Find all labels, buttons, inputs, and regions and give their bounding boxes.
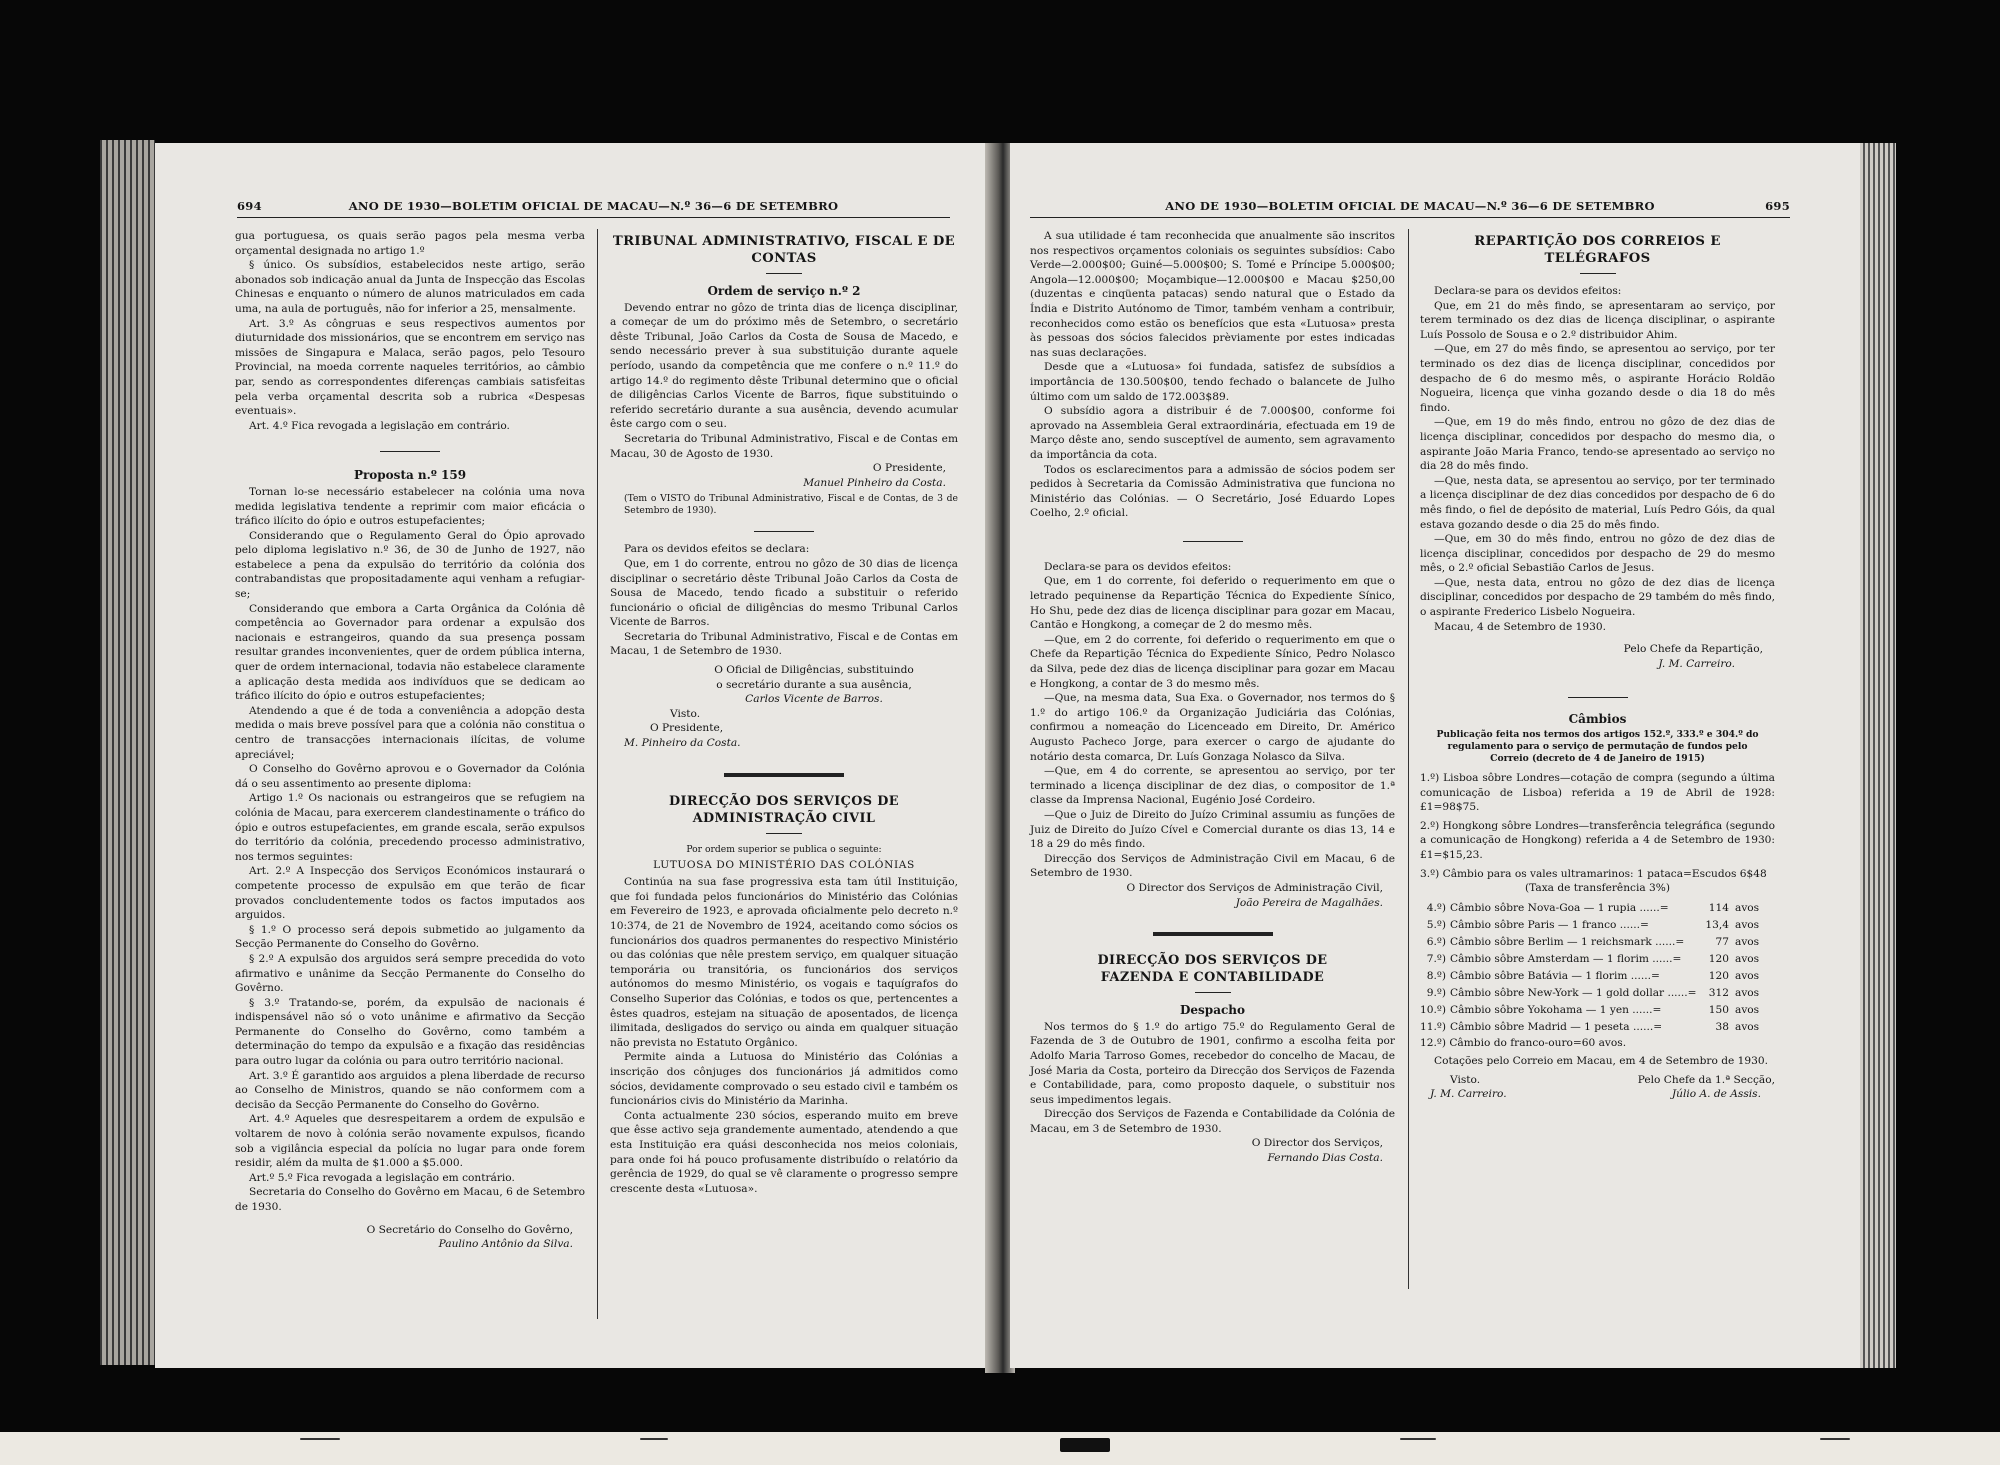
ink-mark (640, 1438, 668, 1440)
paragraph: Devendo entrar no gôzo de trinta dias de licença disciplinar, a começar de um do próximo mês de Setembro, o secretário dêste Tribunal, João Carlos da Costa de Sousa de Macedo, e sendo necessário prever à sua substituição durante aquele período, usando da competência que me confere o n.º 11.º do artigo 14.º do regimento dêste Tribunal determino que o oficial de diligências Carlos Vicente de Barros, fique substituindo o referido secretário durante a sua ausência, devendo acumular êste cargo com o seu. (610, 301, 958, 431)
right-running-head (1030, 199, 1790, 218)
cambio-entry: 2.º) Hongkong sôbre Londres—transferência telegráfica (segundo a comunicação de Hongkong) referida a 4 de Setembro de 1930: £1=$15,23. (1420, 819, 1775, 861)
bottom-scan-strip (0, 1432, 2000, 1465)
paragraph: Que, em 1 do corrente, entrou no gôzo de 30 dias de licença disciplinar o secretário dêste Tribunal João Carlos da Costa de Sousa de Macedo, tendo ficado a substituir o referido funcionário o oficial de diligências do mesmo Tribunal Carlos Vicente de Barros. (610, 557, 958, 629)
paragraph: § 2.º A expulsão dos arguidos será sempre precedida do voto afirmativo e unânime da Secção Permanente do Conselho do Govêrno. (235, 952, 585, 995)
paragraph: —Que, em 4 do corrente, se apresentou ao serviço, por ter terminado a licença disciplinar de dez dias, o compositor de 1.ª classe da Imprensa Nacional, Eugénio José Cordeiro. (1030, 765, 1395, 807)
paragraph: O subsídio agora a distribuir é de 7.000$00, conforme foi aprovado na Assembleia Geral extraordinária, efectuada em 19 de Março dêste ano, sendo susceptível de aumento, sem agravamento da importância da cota. (1030, 405, 1395, 461)
paragraph: Nos termos do § 1.º do artigo 75.º do Regulamento Geral de Fazenda de 3 de Outubro de 1901, confirmo a escolha feita por Adolfo Maria Tarroso Gomes, recebedor do concelho de Macau, de José Maria da Costa, porteiro da Direcção dos Serviços de Fazenda e Contabilidade, para, como proposto daquele, o substituir nos seus impedimentos legais. (1030, 1020, 1395, 1106)
paragraph: O Conselho do Govêrno aprovou e o Governador da Colónia dá o seu assentimento ao presente diploma: (235, 763, 585, 790)
cambios-title: Câmbios (1568, 712, 1627, 727)
paragraph: Macau, 4 de Setembro de 1930. (1434, 620, 1606, 633)
divider (380, 451, 440, 452)
left-page-number: 694 (237, 199, 262, 213)
cambio-entry: 3.º) Câmbio para os vales ultramarinos: 1 pataca=Escudos 6$48 (1420, 867, 1767, 880)
paragraph: Art. 4.º Fica revogada a legislação em contrário. (249, 419, 510, 432)
order-note: Por ordem superior se publica o seguinte: (686, 843, 882, 855)
visto-role: O Presidente, (650, 722, 724, 735)
cambio-cell: 7.º) (1426, 952, 1446, 965)
cambio-cell: 6.º) (1426, 935, 1446, 948)
paragraph: Secretaria do Tribunal Administrativo, Fiscal e de Contas em Macau, 30 de Agosto de 1930. (610, 432, 958, 460)
paragraph: § 1.º O processo será depois submetido ao julgamento da Secção Permanente do Conselho do Govêrno. (235, 923, 585, 951)
signature-role: Pelo Chefe da Repartição, (1623, 643, 1763, 656)
cambio-cell: 5.º) (1426, 918, 1446, 931)
cambio-cell: 9.º) (1426, 986, 1446, 999)
cambio-cell: avos (1735, 918, 1760, 931)
cambio-cell: Câmbio sôbre Yokohama — 1 yen ......= (1450, 1003, 1662, 1016)
paragraph: § único. Os subsídios, estabelecidos neste artigo, serão abonados sob indicação anual da Junta de Inspecção das Escolas Chinesas e enquanto o número de alunos matriculados em cada uma, na aula de português, não for inferior a 25, mensalmente. (235, 259, 585, 315)
signature-role: Pelo Chefe da 1.ª Secção, (1637, 1073, 1775, 1086)
right-page-edges (1858, 143, 1896, 1368)
signature-role: O Presidente, (872, 462, 946, 475)
signature-name: Fernando Dias Costa. (1267, 1152, 1383, 1165)
cambio-cell: avos (1735, 1003, 1760, 1016)
cambio-cell: 10.º) (1420, 1003, 1446, 1016)
visto-name: M. Pinheiro da Costa. (624, 737, 741, 750)
paragraph: Todos os esclarecimentos para a admissão de sócios podem ser pedidos à Secretaria da Comissão Administrativa que funciona no Ministério das Colónias. — O Secretário, José Eduardo Lopes Coelho, 2.º oficial. (1030, 463, 1395, 520)
cambio-row (1420, 917, 1775, 934)
paragraph: Declara-se para os devidos efeitos: (1434, 285, 1622, 297)
cambio-cell: 11.º) (1420, 1020, 1446, 1033)
signature-name: Carlos Vicente de Barros. (745, 693, 883, 706)
paragraph: Cotações pelo Correio em Macau, em 4 de Setembro de 1930. (1434, 1055, 1768, 1068)
cambio-note: (Taxa de transferência 3%) (1525, 882, 1670, 895)
paragraph: —Que, na mesma data, Sua Exa. o Governador, nos termos do § 1.º do artigo 106.º da Organização Judiciária das Colónias, confirmou a nomeação do Licenceado em Direito, Dr. Américo Augusto Pacheco Jorge, para exercer o cargo de ajudante do notário desta comarca, Dr. Luís Gonzaga Nolasco da Silva. (1030, 692, 1395, 763)
paragraph: A sua utilidade é tam reconhecida que anualmente são inscritos nos respectivos orçamentos coloniais os seguintes subsídios: Cabo Verde—2.000$00; Guiné—5.000$00; S. Tomé e Príncipe 5.000$00; Angola—12.000$00; Moçambique—12.000$00 e Macau $250,00 (duzentas e cinqüenta patacas) sendo natural que o Estado da Índia e Distrito Autónomo de Timor, também venham a contribuir, reconhecidos como estão os benefícios que esta «Lutuosa» presta às pessoas dos sócios falecidos prèviamente por estes indicadas nas suas declarações. (1030, 230, 1395, 359)
paragraph: —Que, em 2 do corrente, foi deferido o requerimento em que o Chefe da Repartição Técnica do Expediente Sínico, Pedro Nolasco da Silva, pede dez dias de licença disciplinar para gozar em Macau e Hongkong, a contar de 3 do mesmo mês. (1030, 633, 1395, 690)
paragraph: Art.º 5.º Fica revogada a legislação em contrário. (249, 1171, 515, 1184)
cambio-cell: 77 (1715, 935, 1729, 948)
cambio-cell: avos (1735, 935, 1760, 948)
paragraph: —Que o Juiz de Direito do Juízo Criminal assumiu as funções de Juiz de Direito do Juízo Cível e Comercial durante os dias 13, 14 e 18 a 29 do mês findo. (1030, 808, 1395, 851)
paragraph: Art. 3.º As côngruas e seus respectivos aumentos por diuturnidade dos missionários, que se encontrem em serviço nas missões de Singapura e Malaca, serão pagos, pelo Tesouro Provincial, na moeda corrente naqueles territórios, ao câmbio par, sendo as correspondentes diferenças cambiais satisfeitas pela verba orçamental descrita sob a rubrica «Despesas eventuais». (235, 317, 585, 418)
paragraph: Art. 2.º A Inspecção dos Serviços Económicos instaurará o competente processo de expulsão em que terão de ficar provados concludentemente todos os factos imputados aos arguidos. (235, 865, 585, 922)
cambio-cell: 8.º) (1426, 969, 1446, 982)
column-rule (597, 229, 598, 1319)
cambio-cell: avos (1735, 969, 1760, 982)
cambio-row (1420, 1002, 1775, 1019)
divider (1183, 541, 1243, 542)
cambio-cell: Câmbio sôbre Paris — 1 franco ......= (1450, 918, 1649, 931)
cambio-cell: 114 (1708, 901, 1729, 914)
cambio-cell: 38 (1715, 1020, 1729, 1033)
cambio-cell: avos (1735, 901, 1760, 914)
section-divider (724, 773, 844, 777)
cambio-cell: Câmbio sôbre Batávia — 1 florim ......= (1450, 969, 1660, 982)
visto-label: Visto. (1450, 1073, 1481, 1086)
left-col-1 (235, 229, 585, 1252)
despacho-title: Despacho (1180, 1003, 1245, 1018)
paragraph: gua portuguesa, os quais serão pagos pela mesma verba orçamental designada no artigo 1.º (235, 230, 585, 257)
signature-role: O Director dos Serviços de Administração Civil, (1126, 881, 1383, 894)
signature-role: O Secretário do Conselho do Govêrno, (366, 1223, 573, 1236)
right-page-number: 695 (1765, 199, 1790, 213)
paragraph: Art. 4.º Aqueles que desrespeitarem a ordem de expulsão e voltarem de novo à colónia serão novamente expulsos, ficando sob a vigilância especial da polícia no lugar para onde forem residir, além da multa de $1.000 a $5.000. (235, 1113, 585, 1170)
ink-mark (300, 1438, 340, 1440)
cambio-cell: 4.º) (1426, 901, 1446, 914)
divider (766, 833, 802, 834)
paragraph: Conta actualmente 230 sócios, esperando muito em breve que êsse activo seja grandemente aumentado, atendendo a que esta Instituição era quási desconhecida nos meios coloniais, para onde foi há pouco profusamente distribuído o relatório da gerência de 1929, do qual se vê claramente o progresso sempre crescente desta «Lutuosa». (610, 1109, 958, 1195)
section-heading: TRIBUNAL ADMINISTRATIVO, FISCAL E DE CONTAS (612, 234, 956, 266)
left-running-title: ANO DE 1930—BOLETIM OFICIAL DE MACAU—N.º 36—6 DE SETEMBRO (348, 199, 839, 213)
proposta-title: Proposta n.º 159 (353, 468, 467, 483)
cambio-row (1420, 985, 1775, 1002)
cambio-cell: avos (1735, 1020, 1760, 1033)
paragraph: Considerando que o Regulamento Geral do Ópio aprovado pelo diploma legislativo n.º 36, de 30 de Junho de 1927, não estabelece a pena da expulsão do território da colónia dos contrabandistas que propositadamente aqui venham a refugiar-se; (235, 529, 585, 601)
cambio-cell: 312 (1708, 986, 1729, 999)
left-page (155, 143, 990, 1368)
column-rule (1408, 229, 1409, 1289)
divider (1568, 697, 1628, 698)
signature-role: O Director dos Serviços, (1251, 1137, 1383, 1150)
cambio-table (1420, 900, 1775, 1036)
order-title: Ordem de serviço n.º 2 (707, 284, 861, 298)
paragraph: Que, em 21 do mês findo, se apresentaram ao serviço, por terem terminado os dez dias de licença disciplinar, o aspirante Luís Possolo de Sousa e o 2.º distribuidor Ahim. (1420, 299, 1775, 341)
paragraph: —Que, em 30 do mês findo, entrou no gôzo de dez dias de licença disciplinar, concedidos por despacho de 29 do mesmo mês, o 2.º oficial Sebastião Carlos de Jesus. (1420, 533, 1775, 575)
lutuosa-title: LUTUOSA DO MINISTÉRIO DAS COLÓNIAS (653, 858, 915, 871)
paragraph: Direcção dos Serviços de Fazenda e Contabilidade da Colónia de Macau, em 3 de Setembro de 1930. (1030, 1108, 1395, 1135)
paragraph: —Que, nesta data, entrou no gôzo de dez dias de licença disciplinar, concedidos por despacho de 29 também do mês findo, o aspirante Frederico Lisbelo Nogueira. (1420, 576, 1775, 619)
paragraph: Declara-se para os devidos efeitos: (1044, 560, 1232, 573)
signature-name: J. M. Carreiro. (1658, 657, 1735, 670)
right-page (1010, 143, 1860, 1368)
right-running-title: ANO DE 1930—BOLETIM OFICIAL DE MACAU—N.º 36—6 DE SETEMBRO (1165, 199, 1655, 213)
cambio-cell: avos (1735, 952, 1760, 965)
cambio-entry: 1.º) Lisboa sôbre Londres—cotação de compra (segundo a última comunicação de Lisboa) referida a 19 de Abril de 1928: £1=98$75. (1420, 772, 1775, 814)
paragraph: Direcção dos Serviços de Administração Civil em Macau, 6 de Setembro de 1930. (1030, 852, 1395, 880)
signature-role: o secretário durante a sua ausência, (716, 678, 912, 691)
cambio-cell: Câmbio sôbre Madrid — 1 peseta ......= (1450, 1020, 1663, 1033)
right-col-1 (1030, 229, 1395, 1166)
cambio-cell: 13,4 (1705, 918, 1729, 931)
cambio-cell: 120 (1708, 969, 1729, 982)
paragraph: Permite ainda a Lutuosa do Ministério das Colónias a inscrição dos cônjuges dos funcionários já admitidos como sócios, devidamente comprovado o seu estado civil e também os funcionários civis do Ministério da Marinha. (610, 1051, 958, 1108)
paragraph: Tornan lo-se necessário estabelecer na colónia uma nova medida legislativa tendente a reprimir com maior eficácia o tráfico ilícito do ópio e outros estupefacientes; (235, 485, 585, 528)
paragraph: —Que, em 19 do mês findo, entrou no gôzo de dez dias de licença disciplinar, concedidos por despacho do mesmo dia, o aspirante João Maria Franco, tendo-se apresentado ao serviço no dia 28 do mês findo. (1420, 416, 1775, 473)
cambios-note: Publicação feita nos termos dos artigos 152.º, 333.º e 304.º do regulamento para o serviço de permutação de fundos pelo Correio (decreto de 4 de Janeiro de 1915) (1436, 729, 1759, 765)
visto-name: J. M. Carreiro. (1430, 1087, 1507, 1100)
signature-name: Manuel Pinheiro da Costa. (803, 476, 946, 489)
paragraph: —Que, em 27 do mês findo, se apresentou ao serviço, por ter terminado os dez dias de licença disciplinar, concedidos por despacho de 6 do mesmo mês, o aspirante Horácio Roldão Nogueira, licença que vinha gozando desde o dia 18 do mês findo. (1420, 343, 1775, 414)
signature-name: Júlio A. de Assis. (1671, 1087, 1761, 1100)
visto-label: Visto. (670, 707, 701, 720)
cambio-cell: 120 (1708, 952, 1729, 965)
section-heading: DIRECÇÃO DOS SERVIÇOS DE ADMINISTRAÇÃO CIVIL (669, 793, 899, 826)
cambio-row (1420, 900, 1775, 917)
ink-mark (1400, 1438, 1436, 1440)
paragraph: Que, em 1 do corrente, foi deferido o requerimento em que o letrado pequinense da Repartição Técnica do Expediente Sínico, Ho Shu, pede dez dias de licença disciplinar para gozar em Macau, Cantão e Hongkong, a começar de 2 do mesmo mês. (1030, 575, 1395, 632)
cambio-cell: 150 (1708, 1003, 1729, 1016)
cambio-row (1420, 1019, 1775, 1036)
cambio-cell: Câmbio sôbre Berlim — 1 reichsmark ......= (1450, 935, 1685, 948)
paragraph: Artigo 1.º Os nacionais ou estrangeiros que se refugiem na colónia de Macau, para exercerem clandestinamente o tráfico do ópio e outros estupefacientes, em grande escala, serão expulsos do território da colónia, precedendo processo administrativo, nos termos seguintes: (235, 792, 585, 863)
divider (1580, 273, 1616, 274)
paragraph: Continúa na sua fase progressiva esta tam útil Instituição, que foi fundada pelos funcionários do Ministério das Colónias em Fevereiro de 1923, e aprovada oficialmente pelo decreto n.º 10:374, de 21 de Novembro de 1924, aceitando como sócios os funcionários dos quadros permanentes do respectivo Ministério ou das colónias que nêle prestem serviço, em qualquer situação temporária ou transitória, os funcionários dos serviços autónomos do mesmo Ministério, os vogais e taquígrafos do Conselho Superior das Colónias, e todos os que, pertencentes a êstes quadros, estejam na situação de aposentados, de licença ilimitada, desligados do serviço ou ainda em qualquer situação não prevista no Estatuto Orgânico. (610, 876, 958, 1049)
paragraph: Secretaria do Tribunal Administrativo, Fiscal e de Contas em Macau, 1 de Setembro de 1930. (610, 630, 958, 658)
left-running-head (237, 199, 950, 218)
divider (1195, 992, 1231, 993)
divider (754, 531, 814, 532)
cambio-row (1420, 934, 1775, 951)
paragraph: Art. 3.º É garantido aos arguidos a plena liberdade de recurso ao Conselho de Ministros, quando se não conformem com a decisão da Secção Permanente do Conselho do Govêrno. (235, 1069, 585, 1111)
signature-name: Paulino Antônio da Silva. (438, 1238, 573, 1251)
section-heading: DIRECÇÃO DOS SERVIÇOS DE FAZENDA E CONTABILIDADE (1097, 953, 1328, 986)
paragraph: Para os devidos efeitos se declara: (624, 543, 810, 556)
ink-mark (1820, 1438, 1850, 1440)
paragraph: —Que, nesta data, se apresentou ao serviço, por ter terminado a licença disciplinar de dez dias concedidos por despacho de 6 do mês findo, o fiel de depósito de material, Luís Pedro Góis, da qual estava gozando desde o dia 25 do mês findo. (1420, 474, 1775, 531)
divider (766, 273, 802, 274)
visto-note: (Tem o VISTO do Tribunal Administrativo, Fiscal e de Contas, de 3 de Setembro de 1930). (624, 493, 958, 517)
cambio-cell: Câmbio sôbre New-York — 1 gold dollar ......= (1450, 986, 1697, 999)
cambio-row (1420, 968, 1775, 985)
paragraph: Secretaria do Conselho do Govêrno em Macau, 6 de Setembro de 1930. (235, 1186, 585, 1213)
section-divider (1153, 932, 1273, 936)
cambio-cell: Câmbio sôbre Amsterdam — 1 florim ......= (1450, 952, 1682, 965)
left-page-edges (100, 140, 155, 1365)
cambio-cell: Câmbio sôbre Nova-Goa — 1 rupia ......= (1450, 901, 1669, 914)
cambio-entry: 12.º) Câmbio do franco-ouro=60 avos. (1420, 1036, 1627, 1049)
signature-name: João Pereira de Magalhães. (1235, 896, 1383, 909)
right-col-2 (1420, 229, 1775, 1103)
ink-mark (1060, 1438, 1110, 1452)
signature-role: O Oficial de Diligências, substituindo (714, 664, 914, 677)
signature-block (1420, 1073, 1775, 1103)
cambio-cell: avos (1735, 986, 1760, 999)
paragraph: Atendendo a que é de toda a conveniência a adopção desta medida o mais breve possível para que a colónia não constitua o centro de transacções internacionais ilícitas, de volume apreciável; (235, 704, 585, 761)
paragraph: § 3.º Tratando-se, porém, da expulsão de nacionais é indispensável não só o voto unânime e afirmativo da Secção Permanente do Conselho do Govêrno, como também a determinação do tempo da expulsão e a fixação das residências para outro lugar da colónia ou para outro território nacional. (235, 996, 585, 1068)
paragraph: Considerando que embora a Carta Orgânica da Colónia dê competência ao Governador para ordenar a expulsão dos nacionais e estrangeiros, quando da sua presença possam resultar grandes inconvenientes, quer de ordem pública interna, quer de ordem internacional, todavia não estabelece claramente a aplicação desta medida aos indivíduos que se dedicam ao tráfico ilícito do ópio e outros estupefacientes; (235, 602, 585, 703)
paragraph: Desde que a «Lutuosa» foi fundada, satisfez de subsídios a importância de 130.500$00, tendo fechado o balancete de Julho último com um saldo de 172.003$89. (1030, 361, 1395, 403)
section-heading: REPARTIÇÃO DOS CORREIOS E TELÉGRAFOS (1474, 234, 1721, 266)
left-col-2 (610, 229, 958, 1196)
cambio-row (1420, 951, 1775, 968)
